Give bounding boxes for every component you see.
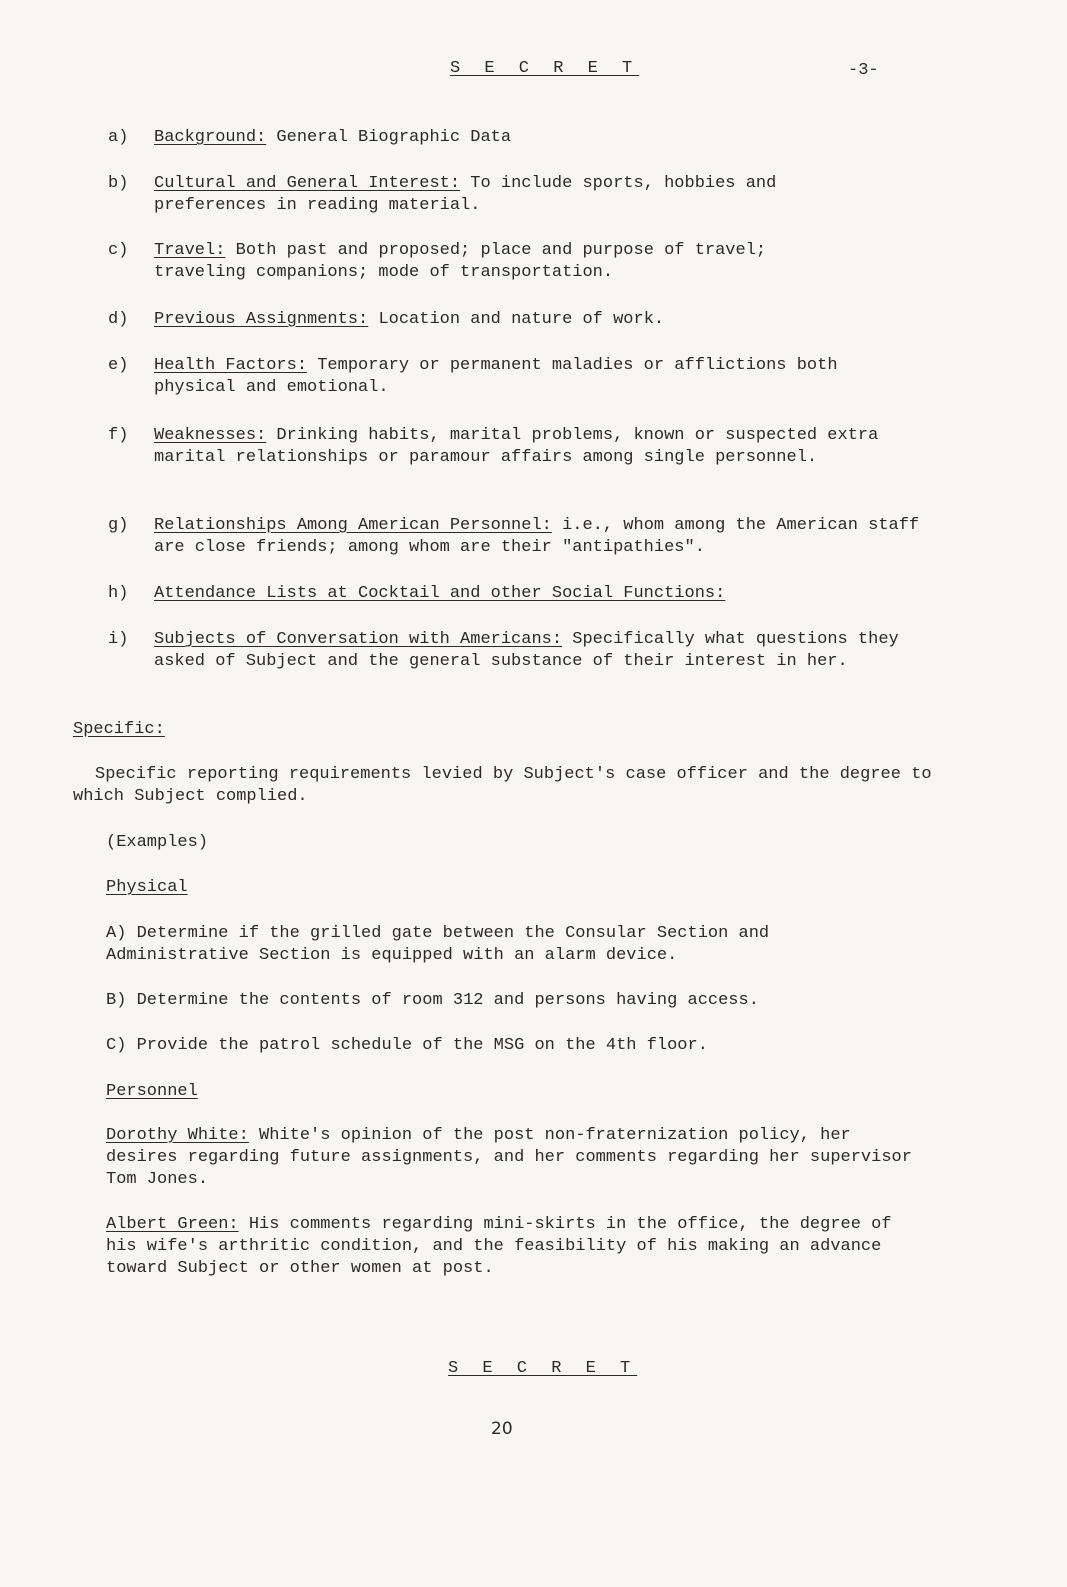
- category-letter: b): [108, 174, 129, 193]
- category-item: [108, 173, 878, 217]
- physical-item-text: Determine if the grilled gate between the Consular Section and Administrative Section is equipped with an alarm device.: [106, 924, 770, 965]
- category-text: i.e., whom among the American staff are close friends; among whom are their "antipathies".: [154, 516, 920, 557]
- physical-item-text: Determine the contents of room 312 and persons having access.: [136, 991, 759, 1010]
- category-text: Both past and proposed; place and purpose of travel; traveling companions; mode of transportation.: [154, 241, 767, 282]
- category-item: [108, 309, 928, 331]
- category-letter: i): [108, 630, 129, 649]
- category-title: Cultural and General Interest:: [154, 174, 461, 193]
- category-letter: c): [108, 241, 129, 260]
- page-number: 20: [491, 1419, 513, 1439]
- physical-item: [106, 923, 886, 967]
- personnel-item: [106, 1125, 926, 1191]
- category-title: Relationships Among American Personnel:: [154, 516, 552, 535]
- category-title: Weaknesses:: [154, 426, 267, 445]
- category-title: Background:: [154, 128, 267, 147]
- personnel-text: White's opinion of the post non-fraternization policy, her desires regarding future assignments, and her comments regarding her supervisor Tom Jones.: [106, 1126, 912, 1189]
- category-title: Travel:: [154, 241, 226, 260]
- personnel-item: [106, 1214, 906, 1280]
- category-text: To include sports, hobbies and preferences in reading material.: [154, 174, 777, 215]
- specific-heading: Specific:: [73, 720, 165, 739]
- category-item: [108, 355, 898, 399]
- category-item: [108, 425, 928, 469]
- category-letter: f): [108, 426, 129, 445]
- header-classification: S E C R E T: [450, 59, 640, 78]
- category-text: Temporary or permanent maladies or afflictions both physical and emotional.: [154, 356, 838, 397]
- category-text: General Biographic Data: [266, 128, 512, 147]
- personnel-text: His comments regarding mini-skirts in the office, the degree of his wife's arthritic condition, and the feasibility of his making an advance toward Subject or other women at post.: [106, 1215, 892, 1278]
- category-item: [108, 127, 928, 149]
- category-letter: h): [108, 584, 129, 603]
- physical-item-text: Provide the patrol schedule of the MSG on the 4th floor.: [136, 1036, 708, 1055]
- category-letter: d): [108, 310, 129, 329]
- physical-item-letter: B): [106, 991, 127, 1010]
- category-text: Specifically what questions they asked of Subject and the general substance of their interest in her.: [154, 630, 899, 671]
- category-letter: g): [108, 516, 129, 535]
- category-text: Drinking habits, marital problems, known or suspected extra marital relationships or paramour affairs among single personnel.: [154, 426, 879, 467]
- category-item: [108, 240, 868, 284]
- physical-item-letter: A): [106, 924, 127, 943]
- category-item: [108, 515, 948, 559]
- physical-item: [106, 1035, 926, 1057]
- category-item: [108, 629, 948, 673]
- category-letter: a): [108, 128, 129, 147]
- physical-heading: Physical: [106, 878, 188, 897]
- physical-item-letter: C): [106, 1036, 127, 1055]
- footer-classification: S E C R E T: [448, 1359, 638, 1378]
- physical-item: [106, 990, 926, 1012]
- category-letter: e): [108, 356, 129, 375]
- specific-intro: Specific reporting requirements levied by Subject's case officer and the degree to which Subject complied.: [73, 765, 932, 806]
- category-title: Health Factors:: [154, 356, 308, 375]
- examples-label: (Examples): [106, 833, 209, 852]
- category-title: Attendance Lists at Cocktail and other Social Functions:: [154, 584, 726, 603]
- personnel-name: Dorothy White:: [106, 1126, 249, 1145]
- personnel-name: Albert Green:: [106, 1215, 239, 1234]
- category-title: Subjects of Conversation with Americans:: [154, 630, 563, 649]
- personnel-heading: Personnel: [106, 1082, 198, 1101]
- page-marker: -3-: [848, 61, 879, 80]
- category-text: Location and nature of work.: [368, 310, 665, 329]
- category-title: Previous Assignments:: [154, 310, 369, 329]
- category-item: [108, 583, 948, 605]
